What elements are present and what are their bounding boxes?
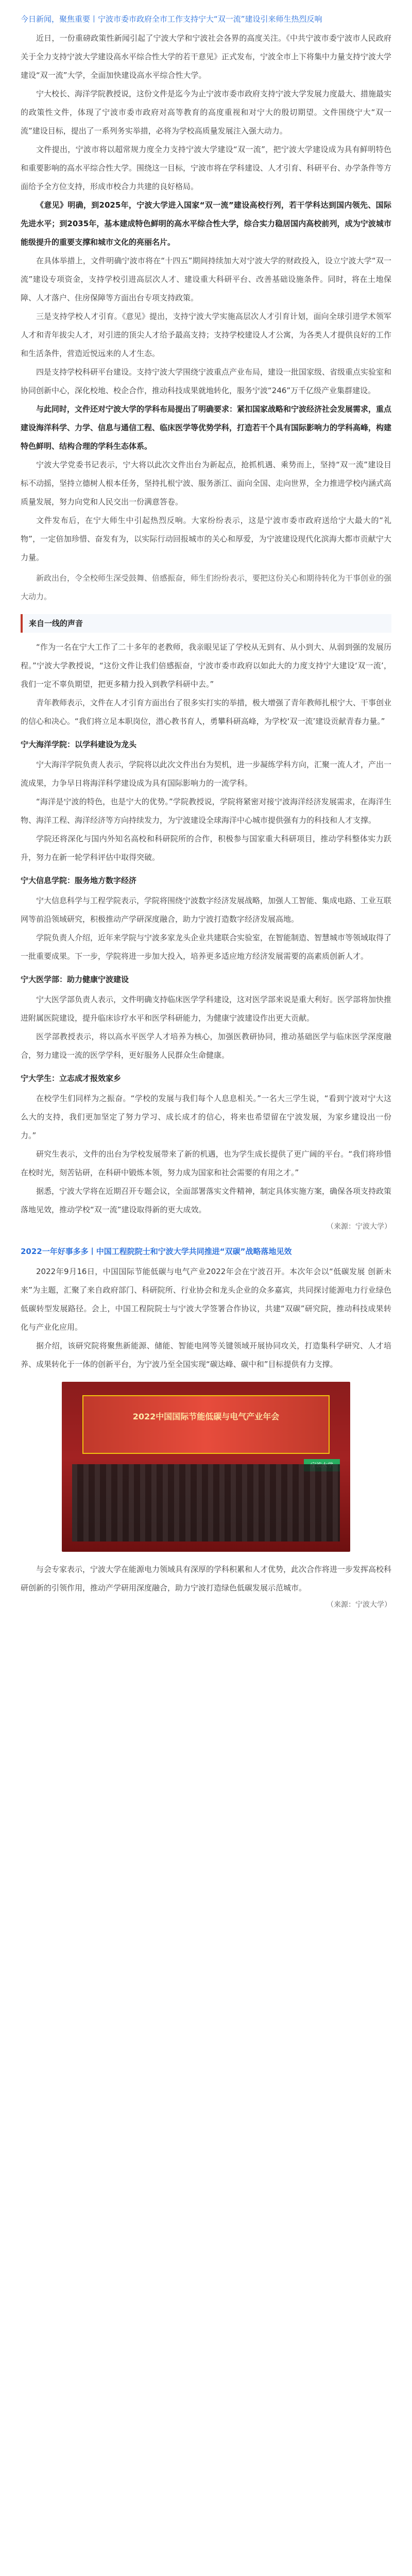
intro-paragraph: 文件发布后，在宁大师生中引起热烈反响。大家纷纷表示，这是宁波市委市政府送给宁大最大的“礼物”，一定倍加珍惜、奋发有为，以实际行动回报城市的关心和厚爱，为宁波建设现代化滨海大都市贡献宁大力量。	[21, 516, 391, 562]
page-title[interactable]: 今日新闻，聚焦重要丨宁波市委市政府全市工作支持宁大“双一流”建设引来师生热烈反响	[21, 14, 322, 24]
section-paragraph: 据悉，宁波大学将在近期召开专题会议，全面部署落实文件精神，制定具体实施方案，确保各项支持政策落地见效，推动学校“双一流”建设取得新的更大成效。	[21, 1187, 392, 1214]
section-paragraph: 医学部教授表示，将以高水平医学人才培养为核心，加强医教研协同，推动基础医学与临床医学深度融合，努力建设一流的医学学科，更好服务人民群众生命健康。	[21, 1032, 391, 1060]
banner-text: 2022中国国际节能低碳与电气产业年会	[132, 1412, 280, 1421]
intro-section	[21, 29, 391, 567]
news-paragraph: 2022年9月16日，中国国际节能低碳与电气产业2022年会在宁波召开。本次年会以“低碳发展 创新未来”为主题，汇聚了来自政府部门、科研院所、行业协会和龙头企业的众多嘉宾，共同探讨能源电力行业绿色低碳转型发展路径。会上，中国工程院院士与宁波大学签署合作协议，共建“双碳”研究院，推动科技成果转化与产业化应用。	[21, 1267, 391, 1332]
section-heading: 宁大学生：立志成才报效家乡	[21, 1074, 122, 1083]
stage-banner	[82, 1395, 330, 1454]
news-paragraph: 与会专家表示，宁波大学在能源电力领域具有深厚的学科积累和人才优势，此次合作将进一步发挥高校科研创新的引领作用，推动产学研用深度融合，助力宁波打造绿色低碳发展示范城市。	[21, 1565, 392, 1592]
intro-paragraph: 与此同时，文件还对宁波大学的学科布局提出了明确要求：紧扣国家战略和宁波经济社会发展需求，重点建设海洋科学、力学、信息与通信工程、临床医学等优势学科，打造若干个具有国际影响力的学科高峰，构建特色鲜明、结构合理的学科生态体系。	[21, 404, 392, 451]
section-heading: 来自一线的声音	[21, 614, 391, 633]
intro-paragraph: 四是支持学校科研平台建设。支持宁波大学围绕宁波重点产业布局，建设一批国家级、省级重点实验室和协同创新中心，深化校地、校企合作，推动科技成果就地转化，服务宁波“246”万千亿级产业集群建设。	[21, 367, 392, 395]
section-heading: 宁大信息学院：服务地方数字经济	[21, 876, 137, 885]
news-paragraph: 据介绍，该研究院将聚焦新能源、储能、智能电网等关键领域开展协同攻关，打造集科学研究、人才培养、成果转化于一体的创新平台，为宁波乃至全国实现“碳达峰、碳中和”目标提供有力支撑。	[21, 1341, 391, 1369]
source-credit: （来源：宁波大学）	[327, 1601, 391, 1609]
section-paragraph: 宁大海洋学院负责人表示，学院将以此次文件出台为契机，进一步凝练学科方向，汇聚一流人才，产出一流成果，力争早日将海洋科学建设成为具有国际影响力的一流学科。	[21, 760, 392, 788]
intro-paragraph: 三是支持学校人才引育。《意见》提出，支持宁波大学实施高层次人才引育计划，面向全球引进学术领军人才和青年拔尖人才，对引进的顶尖人才给予最高支持；支持学校建设人才公寓，为各类人才提供良好的工作和生活条件，营造近悦远来的人才生态。	[21, 312, 392, 358]
intro-paragraph: 近日，一份重磅政策性新闻引起了宁波大学和宁波社会各界的高度关注。《中共宁波市委宁波市人民政府关于全力支持宁波大学建设高水平综合性大学的若干意见》正式发布，宁波全市上下将集中力量支持宁波大学建设“双一流”大学，全面加快建设高水平综合性大学。	[21, 33, 392, 80]
section-paragraph: 在校学生们同样为之振奋。“学校的发展与我们每个人息息相关。”一名大三学生说，“看到宁波对宁大这么大的支持，我们更加坚定了努力学习、成长成才的信心，将来也希望留在宁波发展，为家乡建设出一份力。”	[21, 1094, 391, 1140]
section-heading: 宁大海洋学院：以学科建设为龙头	[21, 740, 137, 749]
intro-paragraph: 文件提出，宁波市将以超常规力度全力支持宁波大学建设“双一流”，把宁波大学建设成为具有鲜明特色和重要影响的高水平综合性大学。围绕这一目标，宁波市将在学科建设、人才引育、科研平台、办学条件等方面给予全方位支持，形成市校合力共建的良好格局。	[21, 145, 392, 191]
section-paragraph: 学院负责人介绍，近年来学院与宁波多家龙头企业共建联合实验室，在智能制造、智慧城市等领域取得了一批重要成果。下一步，学院将进一步加大投入，培养更多适应地方经济发展需要的高素质创新人才。	[21, 933, 392, 961]
section-heading: 宁大医学部：助力健康宁波建设	[21, 975, 129, 984]
section-paragraph: “作为一名在宁大工作了二十多年的老教师，我亲眼见证了学校从无到有、从小到大、从弱到强的发展历程。”宁波大学教授说，“这份文件让我们倍感振奋，宁波市委市政府以如此大的力度支持宁大建设‘双一流’，我们一定不辜负期望，把更多精力投入到教学科研中去。”	[21, 642, 391, 689]
section-paragraph: 宁大医学部负责人表示，文件明确支持临床医学学科建设，这对医学部来说是重大利好。医学部将加快推进附属医院建设，提升临床诊疗水平和医学科研能力，为健康宁波建设作出更大贡献。	[21, 995, 392, 1023]
section-paragraph: 研究生表示，文件的出台为学校发展带来了新的机遇，也为学生成长提供了更广阔的平台。“我们将珍惜在校时光，刻苦钻研，在科研中锻炼本领，努力成为国家和社会需要的有用之才。”	[21, 1149, 391, 1177]
article-title	[21, 11, 391, 27]
crowd-silhouette	[72, 1464, 340, 1541]
section-paragraph: 学院还将深化与国内外知名高校和科研院所的合作，积极参与国家重大科研项目，推动学科整体实力跃升，努力在新一轮学科评估中取得突破。	[21, 834, 391, 862]
reactions-quote: 新政出台，令全校师生深受鼓舞、倍感振奋，师生们纷纷表示，要把这份关心和期待转化为干事创业的强大动力。	[21, 573, 392, 601]
intro-paragraph: 宁大校长、海洋学院教授说，这份文件是迄今为止宁波市委市政府支持宁波大学发展力度最大、措施最实的政策性文件，体现了宁波市委市政府对高等教育的高度重视和对宁大的殷切期望。文件围绕宁大“双一流”建设目标，提出了一系列务实举措，必将为学校高质量发展注入强大动力。	[21, 89, 392, 135]
section-paragraph: 宁大信息科学与工程学院表示，学院将围绕宁波数字经济发展战略，加强人工智能、集成电路、工业互联网等前沿领域研究，积极推动产学研深度融合，助力宁波打造数字经济发展高地。	[21, 896, 392, 924]
section-paragraph: 青年教师表示，文件在人才引育方面出台了很多实打实的举措，极大增强了青年教师扎根宁大、干事创业的信心和决心。“我们将立足本职岗位，潜心教书育人，勇攀科研高峰，为学校‘双一流’建设贡献青春力量。”	[21, 698, 392, 726]
intro-paragraph: 宁波大学党委书记表示，宁大将以此次文件出台为新起点，抢抓机遇、乘势而上，坚持“双一流”建设目标不动摇，坚持立德树人根本任务，坚持扎根宁波、服务浙江、面向全国、走向世界，全力推进学校内涵式高质量发展，努力向党和人民交出一份满意答卷。	[21, 460, 392, 506]
source-credit: （来源：宁波大学）	[327, 1223, 391, 1231]
intro-paragraph: 在具体举措上，文件明确宁波市将在“十四五”期间持续加大对宁波大学的财政投入，设立宁波大学“双一流”建设专项资金，支持学校引进高层次人才、建设重大科研平台、改善基础设施条件。同时，将在土地保障、人才落户、住房保障等方面出台专项支持政策。	[21, 256, 391, 302]
related-news-link[interactable]: 2022一年好事多多丨中国工程院院士和宁波大学共同推进“双碳”战略落地见效	[21, 1247, 292, 1256]
section-paragraph: “海洋是宁波的特色，也是宁大的优势。”学院教授说，学院将紧密对接宁波海洋经济发展需求，在海洋生物、海洋工程、海洋经济等方向持续发力，为宁波建设全球海洋中心城市提供强有力的科技和人才支撑。	[21, 797, 391, 825]
intro-paragraph: 《意见》明确，到2025年，宁波大学进入国家“双一流”建设高校行列，若干学科达到国内领先、国际先进水平；到2035年，基本建成特色鲜明的高水平综合性大学，综合实力稳居国内高校前列，成为宁波城市能级提升的重要支撑和城市文化的亮丽名片。	[21, 200, 391, 247]
event-photo	[62, 1382, 350, 1552]
